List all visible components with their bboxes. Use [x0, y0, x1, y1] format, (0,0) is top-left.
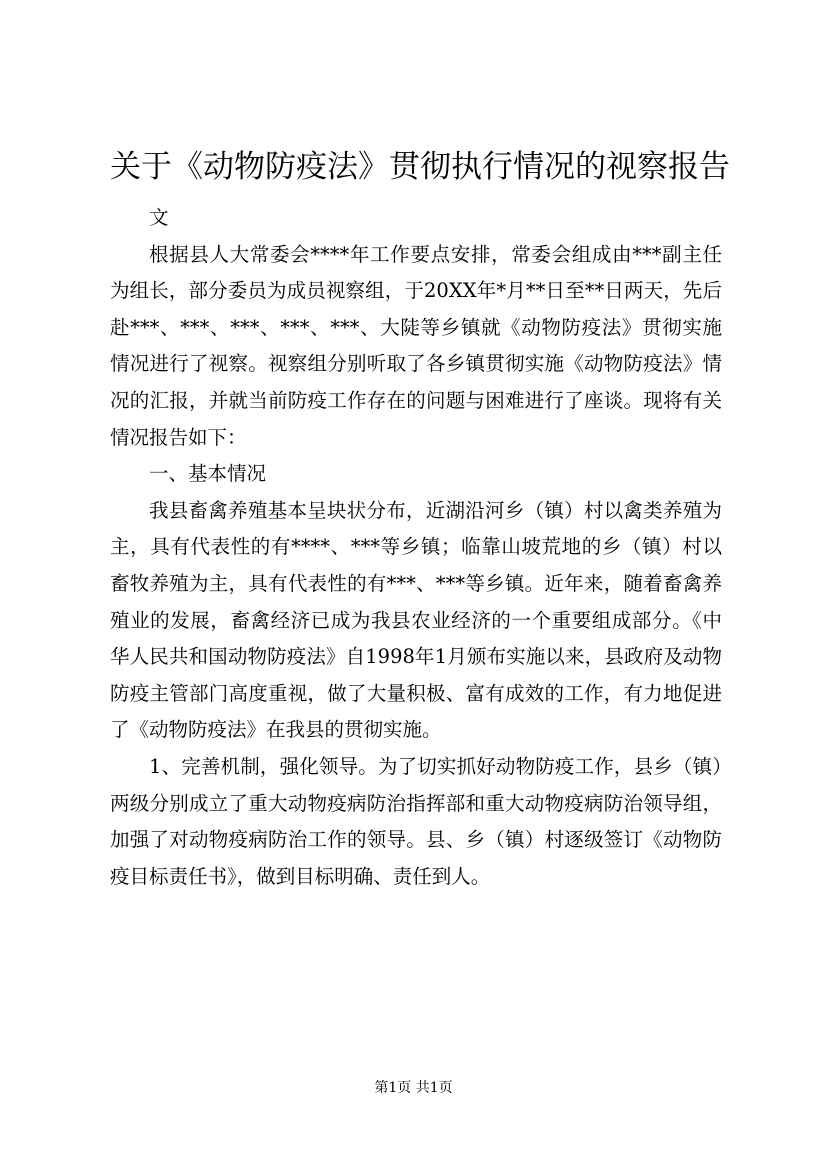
paragraph-basic-situation: 我县畜禽养殖基本呈块状分布，近湖沿河乡（镇）村以禽类养殖为主，具有代表性的有****、***等乡镇；临靠山坡荒地的乡（镇）村以畜牧养殖为主，具有代表性的有***、***等乡镇。近年来，随着畜禽养殖业的发展，畜禽经济已成为我县农业经济的一个重要组成部分。《中华人民共和国动物防疫法》自1998年1月颁布实施以来，县政府及动物防疫主管部门高度重视，做了大量积极、富有成效的工作，有力地促进了《动物防疫法》在我县的贯彻实施。	[110, 498, 722, 742]
section-heading-basic-situation: 一、基本情况	[149, 462, 267, 486]
paragraph-item-1: 1、完善机制，强化领导。为了切实抓好动物防疫工作，县乡（镇）两级分别成立了重大动物疫病防治指挥部和重大动物疫病防治领导组，加强了对动物疫病防治工作的领导。县、乡（镇）村逐级签订《动物防疫目标责任书》，做到目标明确、责任到人。	[110, 754, 722, 888]
paragraph-wen: 文	[149, 206, 169, 229]
paragraph-intro: 根据县人大常委会****年工作要点安排，常委会组成由***副主任为组长，部分委员为成员视察组，于20XX年*月**日至**日两天，先后赴***、***、***、***、***、大陡等乡镇就《动物防疫法》贯彻实施情况进行了视察。视察组分别听取了各乡镇贯彻实施《动物防疫法》情况的汇报，并就当前防疫工作存在的问题与困难进行了座谈。现将有关情况报告如下：	[110, 242, 722, 449]
page-footer: 第1页 共1页	[374, 1080, 453, 1096]
document-body	[110, 200, 722, 895]
document-title: 关于《动物防疫法》贯彻执行情况的视察报告	[110, 149, 730, 185]
